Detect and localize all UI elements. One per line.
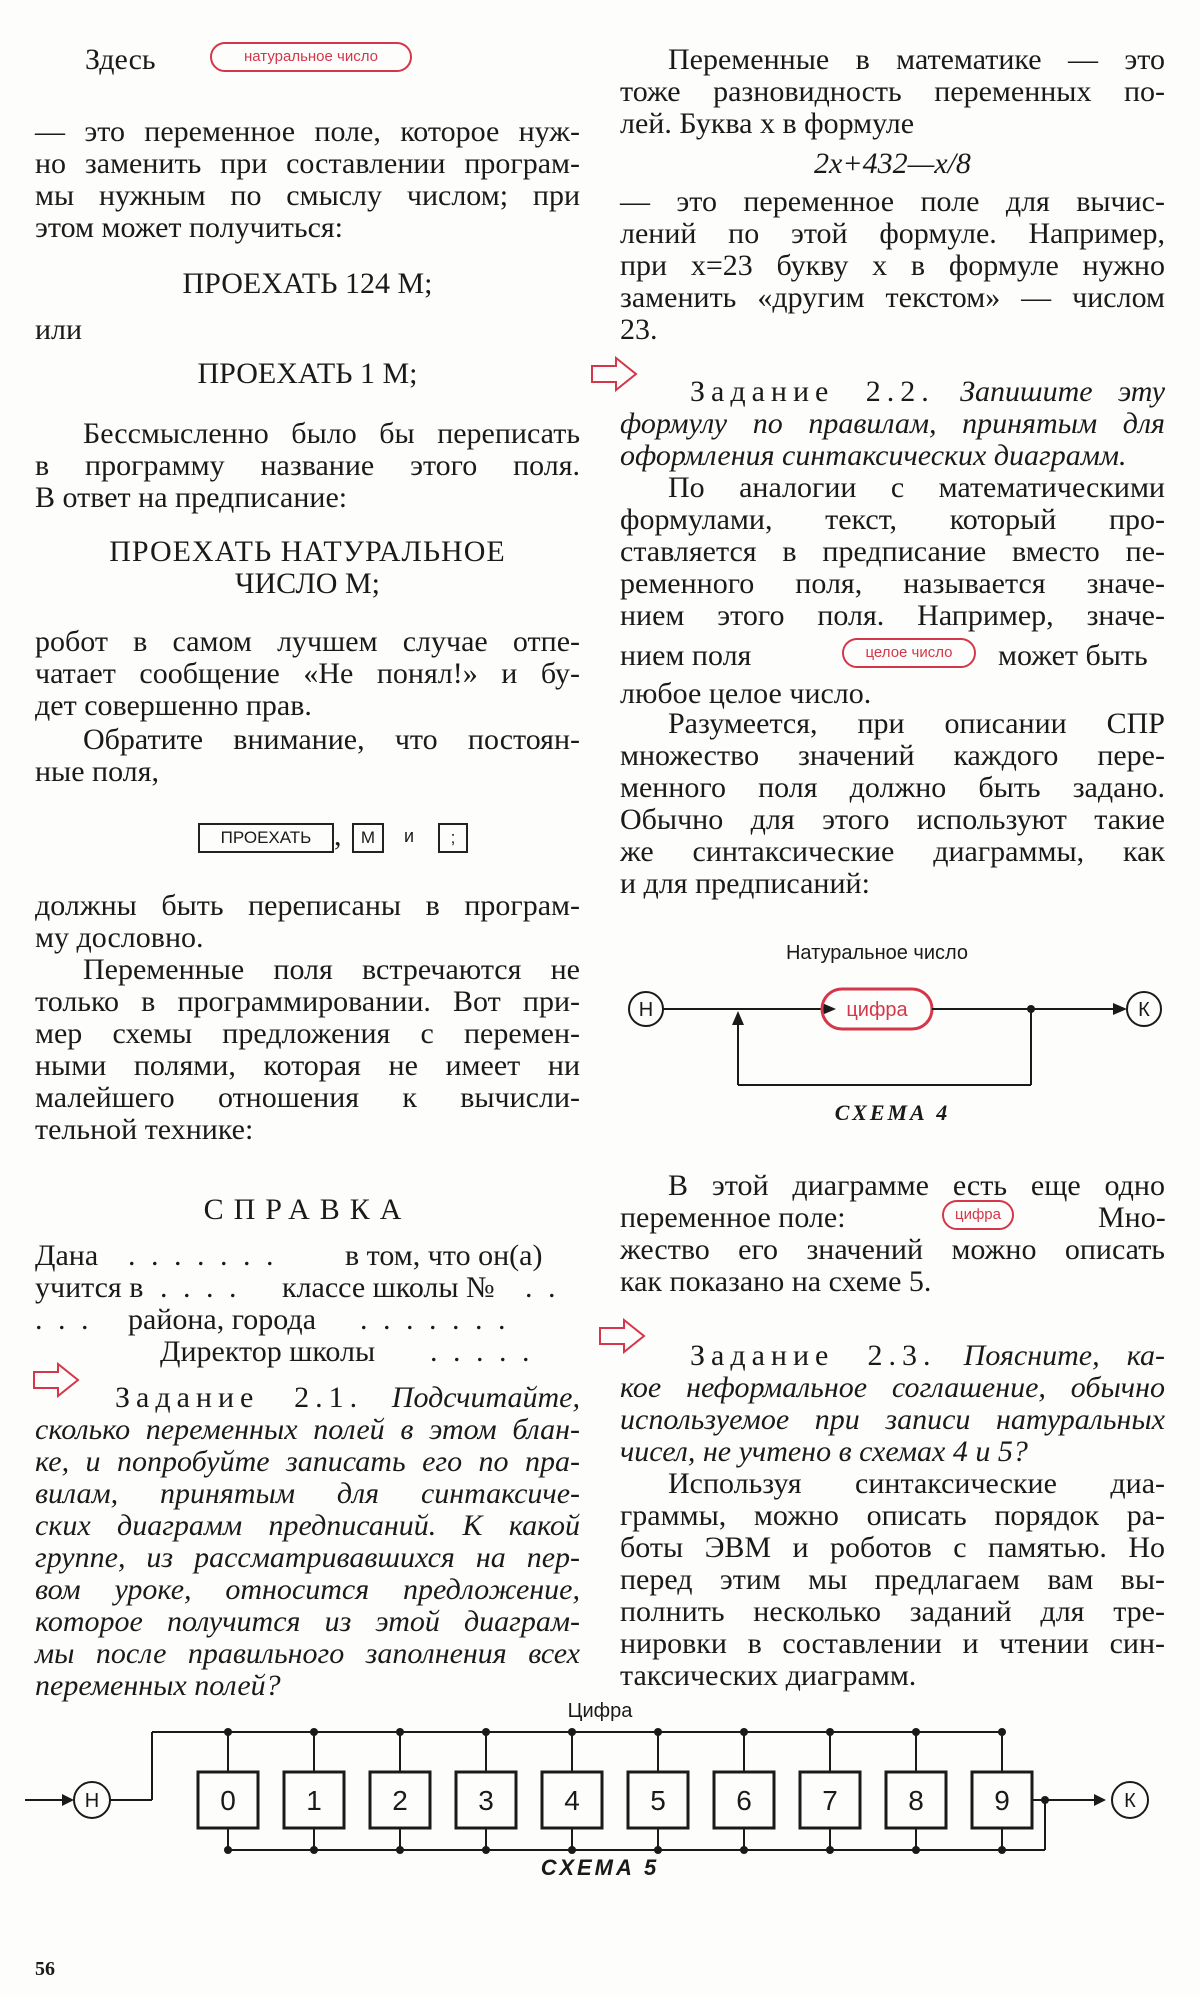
comma: , <box>334 819 342 852</box>
schema-5-start-label: Н <box>84 1790 100 1812</box>
form-line-3: района, города <box>128 1303 317 1336</box>
schema-5-digit-label: 7 <box>822 1785 838 1816</box>
schema-5-digit-label: 3 <box>478 1785 494 1816</box>
left-paragraph-5: должны быть переписаны в програм- му дословно. <box>35 889 580 954</box>
variable-field-digit: цифра <box>942 1200 1014 1230</box>
page-number: 56 <box>35 1958 55 1980</box>
right-p5-line2a: переменное поле: <box>620 1201 846 1234</box>
form-title: СПРАВКА <box>203 1193 412 1226</box>
task-2-2: Задание 2.2. Запишите эту формулу по правилам, принятым для оформления синтаксических диаграмм. <box>620 375 1166 472</box>
formula: 2x+432—x/8 <box>814 147 971 180</box>
example-drive-1: ПРОЕХАТЬ 1 М; <box>197 357 418 390</box>
example-natural-number-b: ЧИСЛО М; <box>235 567 380 600</box>
left-paragraph-3: робот в самом лучшем случае отпе- чатает сообщение «Не понял!» и бу- дет совершенно прав. <box>35 625 580 722</box>
example-drive-124: ПРОЕХАТЬ 124 М; <box>182 267 433 300</box>
schema-4-start-label: Н <box>638 999 654 1021</box>
constant-field-m: М <box>352 823 384 853</box>
form-line-1a: Дана <box>35 1239 99 1272</box>
right-paragraph-2: — это переменное поле для вычис- лений по этой формуле. Например, при x=23 букву x в формуле нужно заменить «другим текстом» — числом 23. <box>620 185 1165 346</box>
left-paragraph-1: — это переменное поле, которое нуж- но заменить при составлении програм- мы нужным по смыслу числом; при этом может получиться: <box>35 115 580 244</box>
form-line-4: Директор школы <box>160 1335 376 1368</box>
right-p3-line6a: нием поля <box>620 639 752 672</box>
right-paragraph-1: Переменные в математике — это тоже разновидность переменных по- лей. Буква x в формуле <box>620 43 1165 140</box>
schema-5-digit-label: 9 <box>994 1785 1010 1816</box>
schema-5-digit-label: 6 <box>736 1785 752 1816</box>
schema-5-title: Цифра <box>567 1700 633 1722</box>
schema-5-diagram <box>0 1690 1200 1890</box>
schema-4-title: Натуральное число <box>785 942 969 964</box>
schema-5-digit-label: 0 <box>220 1785 236 1816</box>
left-paragraph-2: Бессмысленно было бы переписать в программу название этого поля. В ответ на предписание: <box>35 417 580 514</box>
task-2-3: Задание 2.3. Поясните, ка- кое неформальное соглашение, обычно используемое при записи натуральных чисел, не учтено в схемах 4 и 5? <box>620 1339 1165 1468</box>
constant-field-semicolon: ; <box>438 823 468 853</box>
right-p3-line6b: может быть <box>998 639 1148 672</box>
schema-4-caption: СХЕМА 4 <box>834 1100 951 1125</box>
task-2-1: Задание 2.1. Подсчитайте, сколько переменных полей в этом блан- ке, и попробуйте записать его по пра- вилам, принятым для синтаксиче- ских диаграмм предписаний. К какой группе, из рассматривавшихся на пер- вом уроке, относится предложение, которое получится из этой диаграм- мы после правильного заполнения всех переменных полей? <box>35 1381 580 1702</box>
form-line-2a: учится в <box>35 1271 144 1304</box>
schema-5-caption: СХЕМА 5 <box>540 1855 660 1880</box>
form-blank-2: . . . . <box>160 1271 241 1304</box>
right-paragraph-3: По аналогии с математическими формулами, текст, который про- ставляется в предписание вместо пе- ременного поля, называется значе- нием этого поля. Например, значе- <box>620 471 1165 632</box>
left-paragraph-4: Обратите внимание, что постоян- ные поля, <box>35 723 580 788</box>
schema-5-digit-label: 1 <box>306 1785 322 1816</box>
form-line-1b: в том, что он(а) <box>345 1239 543 1272</box>
right-paragraph-6: Используя синтаксические диа- граммы, можно описать порядок ра- боты ЭВМ и роботов с памятью. Но перед этим мы предлагаем вам вы- полнить несколько заданий для тре- нировки в составлении и чтении син- таксических диаграмм. <box>620 1467 1165 1692</box>
example-natural-number-a: ПРОЕХАТЬ НАТУРАЛЬНОЕ <box>109 535 506 568</box>
schema-5-lines <box>25 1728 1148 1854</box>
schema-5-digit-label: 8 <box>908 1785 924 1816</box>
form-line-2b: классе школы № <box>282 1271 495 1304</box>
schema-5-end-label: К <box>1124 1790 1136 1812</box>
left-paragraph-6: Переменные поля встречаются не только в программировании. Вот при- мер схемы предложения с перемен- ными полями, которая не имеет ни малейшего отношения к вычисли- тельной технике: <box>35 953 580 1146</box>
right-paragraph-4: Разумеется, при описании СПР множество значений каждого пере- менного поля должно быть задано. Обычно для этого используют такие же синтаксические диаграммы, как и для предписаний: <box>620 707 1165 900</box>
right-p3-last: любое целое число. <box>620 677 872 710</box>
variable-field-integer: целое число <box>842 638 976 668</box>
variable-field-natural-number: натуральное число <box>210 42 412 72</box>
word-or: или <box>35 313 83 346</box>
schema-4-end-label: К <box>1138 999 1150 1021</box>
schema-5-digit-label: 5 <box>650 1785 666 1816</box>
form-blank-6: . . . . . <box>430 1335 534 1368</box>
schema-5-digit-label: 2 <box>392 1785 408 1816</box>
form-blank-4: . . . <box>35 1303 93 1336</box>
form-blank-3: . . <box>525 1271 560 1304</box>
right-paragraph-5-cont: жество его значений можно описать как показано на схеме 5. <box>620 1233 1165 1298</box>
right-paragraph-5: В этой диаграмме есть еще одно <box>668 1169 1165 1202</box>
word-and: и <box>404 826 415 846</box>
schema-4-digit-label: цифра <box>846 999 908 1021</box>
schema-5-digit-label: 4 <box>564 1785 580 1816</box>
constant-field-drive: ПРОЕХАТЬ <box>198 823 334 853</box>
form-blank-5: . . . . . . . <box>360 1303 510 1336</box>
left-zdes: Здесь <box>85 43 156 76</box>
form-blank-1: . . . . . . . <box>128 1239 278 1272</box>
right-p5-line2b: Мно- <box>1098 1201 1166 1234</box>
